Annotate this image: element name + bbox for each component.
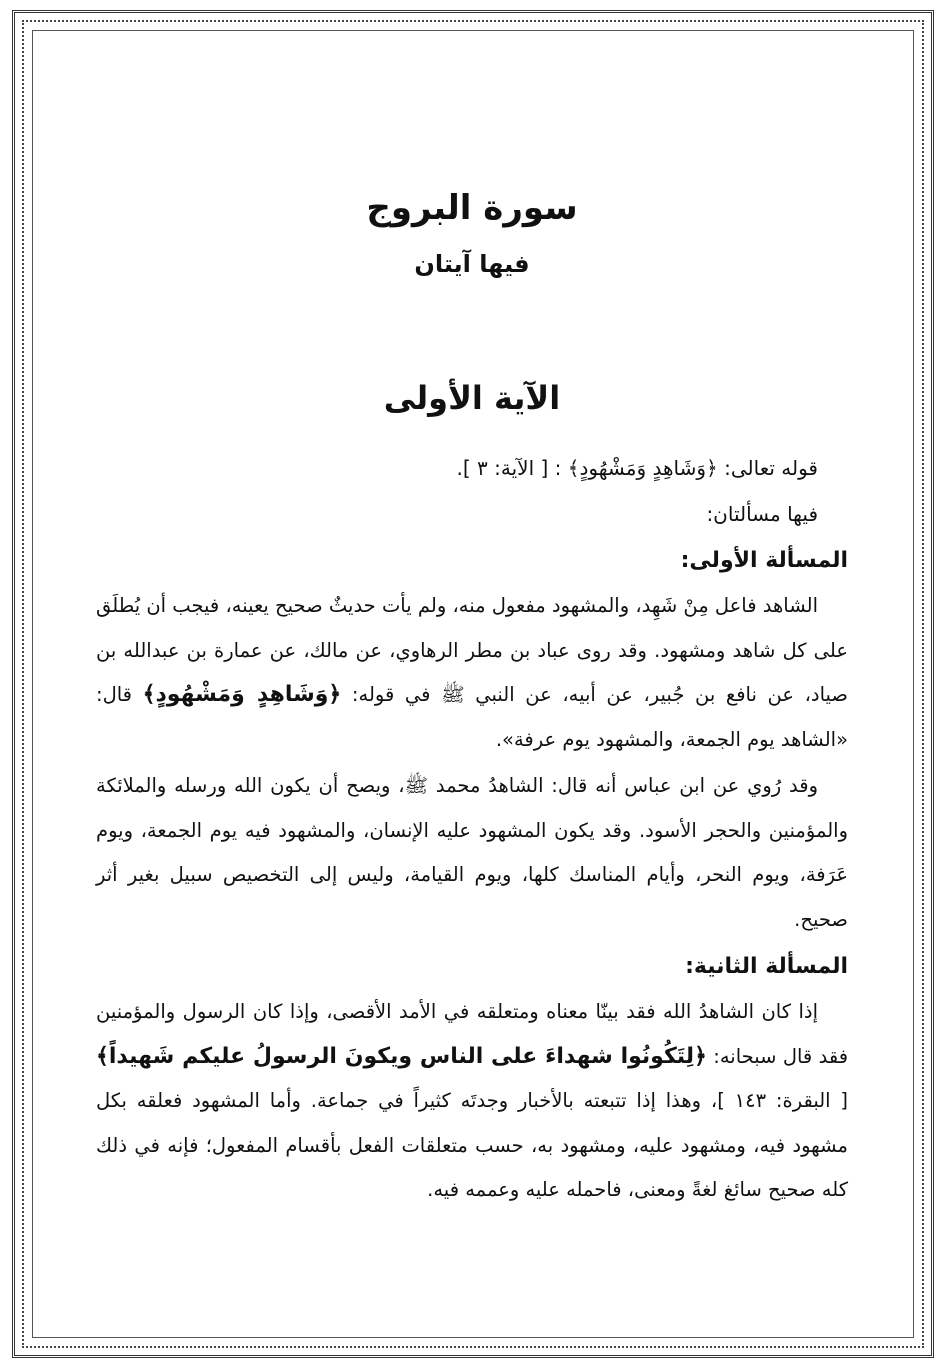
quran-quote: ﴿لِتَكُونُوا شهداءَ على الناس ويكونَ الرسولُ عليكم شَهيداً﴾ [96, 1043, 707, 1069]
paragraph-text: إذا كان الشاهدُ الله فقد بينّا معناه ومتعلقه في الأمد الأقصى، وإذا كان الرسول والمؤمنين فقد قال سبحانه: [96, 1000, 849, 1068]
verse-intro: قوله تعالى: ﴿وَشَاهِدٍ وَمَشْهُودٍ﴾ : [ الآية: ٣ ]. [456, 456, 818, 480]
paragraph-text: الشاهد فاعل مِنْ شَهِد، والمشهود مفعول منه، ولم يأت حديثٌ صحيح يعينه، فيجب أن يُطلَق على كل شاهد ومشهود. وقد روى عباد بن مطر الرهاوي، عن مالك، عن عمارة بن عبدالله بن صياد، عن نافع بن جُبير، عن أبيه، عن النبي ﷺ في قوله: [96, 594, 848, 706]
paragraph-text: قال: «الشاهد يوم الجمعة، والمشهود يوم عرفة». [96, 683, 848, 751]
issue-one-paragraph-1 [96, 584, 848, 762]
ayah-title: الآية الأولى [383, 379, 561, 417]
page-content [96, 180, 848, 1213]
paragraph-text: [ البقرة: ١٤٣ ]، وهذا إذا تتبعته بالأخبار وجدتَه كثيراً في جماعة. وأما المشهود فعلقه بكل مشهود فيه، ومشهود عليه، ومشهود به، حسب متعلقات الفعل بأقسام المفعول؛ فإنه في ذلك كله صحيح سائغ لغةً ومعنى، فاحمله عليه وعممه فيه. [96, 1089, 848, 1201]
quran-quote: ﴿وَشَاهِدٍ وَمَشْهُودٍ﴾ [142, 682, 342, 707]
issue-two-heading: المسألة الثانية: [685, 954, 848, 979]
issues-count-line: فيها مسألتان: [706, 502, 818, 526]
issue-one-paragraph-2: وقد رُوي عن ابن عباس أنه قال: الشاهدُ محمد ﷺ، ويصح أن يكون الله ورسله والملائكة والمؤمنين والحجر الأسود. وقد يكون المشهود عليه الإنسان، والمشهود فيه يوم الجمعة، ويوم عَرَفة، ويوم النحر، وأيام المناسك كلها، ويوم القيامة، وليس إلى التخصيص سبيل بغير أثر صحيح. [96, 774, 848, 931]
surah-subtitle: فيها آيتان [414, 250, 530, 278]
issue-two-paragraph [96, 990, 848, 1213]
surah-title: سورة البروج [366, 188, 578, 228]
issue-one-heading: المسألة الأولى: [680, 548, 848, 573]
